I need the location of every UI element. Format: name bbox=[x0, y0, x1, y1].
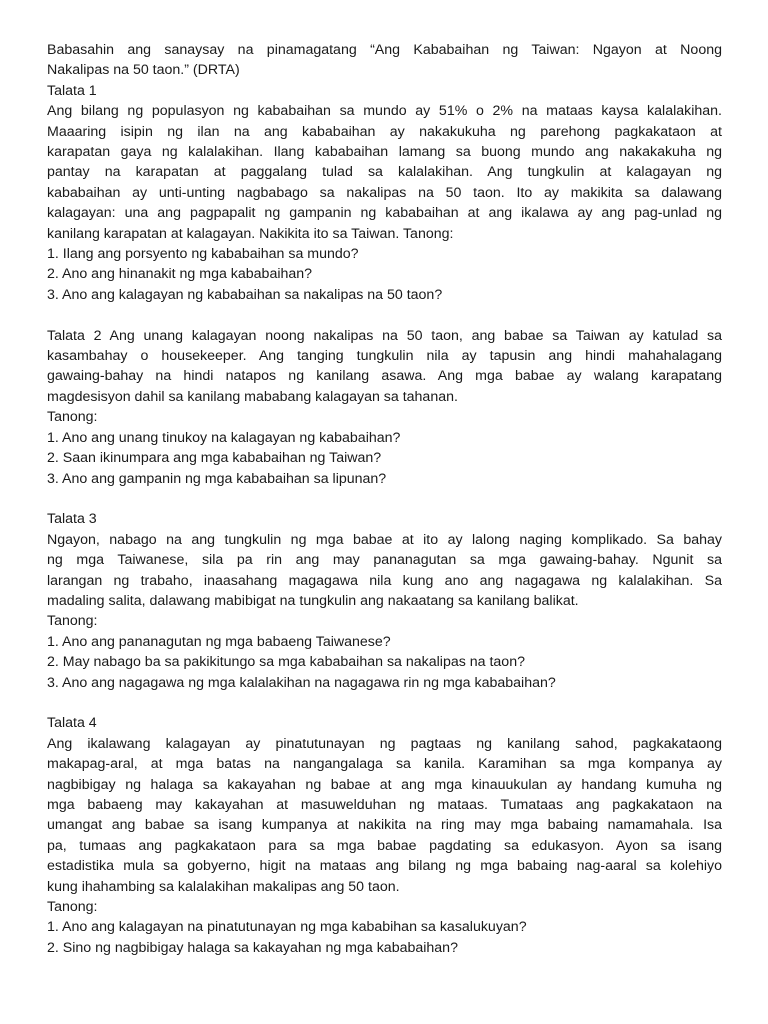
question-item: 3. Ano ang kalagayan ng kababaihan sa nakalipas na 50 taon? bbox=[47, 286, 443, 303]
question-item: 1. Ano ang unang tinukoy na kalagayan ng kababaihan? bbox=[47, 429, 401, 446]
paragraph-line: kung ihahambing sa kalalakihan makalipas ang 50 taon. bbox=[47, 878, 400, 895]
paragraph-line: estadistika mula sa gobyerno, higit na mataas ang bilang ng mga babaing nag-aaral sa kolehiyo bbox=[47, 858, 722, 875]
talata-4-questions bbox=[47, 917, 722, 958]
paragraph-line: pa, tumaas ang pagkakataon para sa mga babae pagdating sa edukasyon. Ayon sa isang bbox=[47, 837, 722, 854]
paragraph-line: larangan ng trabaho, inaasahang magagawa nila kung ano ang nagagawa ng kalalakihan. Sa bbox=[47, 572, 722, 589]
paragraph-line: madaling salita, dalawang mabibigat na tungkulin ang nakaatang sa kanilang balikat. bbox=[47, 592, 579, 609]
paragraph-line: kababaihan ay unti-unting nagbabago sa nakalipas na 50 taon. Ito ay makikita sa dalawang bbox=[47, 184, 722, 201]
tanong-label: Tanong: bbox=[47, 899, 98, 916]
talata-3-questions bbox=[47, 632, 722, 693]
intro-line-2: Nakalipas na 50 taon.” (DRTA) bbox=[47, 62, 240, 79]
paragraph-line: Talata 2 Ang unang kalagayan noong nakalipas na 50 taon, ang babae sa Taiwan ay katulad sa bbox=[47, 327, 722, 344]
talata-1-heading: Talata 1 bbox=[47, 82, 97, 99]
paragraph-line: Ngayon, nabago na ang tungkulin ng mga babae at ito ay lalong naging komplikado. Sa bahay bbox=[47, 531, 722, 548]
tanong-label: Tanong: bbox=[47, 613, 98, 630]
talata-2-questions bbox=[47, 428, 722, 489]
question-item: 2. Sino ng nagbibigay halaga sa kakayahan ng mga kababaihan? bbox=[47, 939, 458, 956]
spacer bbox=[47, 305, 722, 325]
paragraph-line: mga babaeng may kakayahan at masuwelduhan ng mataas. Tumataas ang pagkakataon na bbox=[47, 796, 722, 813]
intro bbox=[47, 40, 722, 81]
paragraph-line: kalagayan: una ang pagpapalit ng gampanin ng kababaihan at ang ikalawa ay ang pag-unlad ng bbox=[47, 205, 722, 222]
paragraph-line: kasambahay o housekeeper. Ang tanging tungkulin nila ay tapusin ang hindi mahahalagang bbox=[47, 348, 722, 365]
paragraph-line: ng mga Taiwanese, sila pa rin ang may pananagutan sa mga gawaing-bahay. Ngunit sa bbox=[47, 552, 722, 569]
paragraph-line: kanilang karapatan at kalagayan. Nakikita ito sa Taiwan. Tanong: bbox=[47, 225, 454, 242]
paragraph-line: magdesisyon dahil sa kanilang mababang kalagayan sa tahanan. bbox=[47, 388, 458, 405]
paragraph-line: pantay na karapatan at paggalang tulad sa kalalakihan. Ang tungkulin at kalagayan ng bbox=[47, 164, 722, 181]
talata-3-heading: Talata 3 bbox=[47, 511, 97, 528]
question-item: 1. Ano ang pananagutan ng mga babaeng Taiwanese? bbox=[47, 633, 391, 650]
talata-4-paragraph bbox=[47, 734, 722, 897]
paragraph-line: nagbibigay ng halaga sa kakayahan ng babae at ang mga kinauukulan ay handang kumuha ng bbox=[47, 776, 722, 793]
spacer bbox=[47, 489, 722, 509]
talata-4-heading: Talata 4 bbox=[47, 715, 97, 732]
talata-3 bbox=[47, 509, 722, 693]
paragraph-line: gawaing-bahay na hindi natapos ng kanilang asawa. Ang mga babae ay walang karapatang bbox=[47, 368, 722, 385]
talata-1 bbox=[47, 81, 722, 305]
question-item: 3. Ano ang nagagawa ng mga kalalakihan na nagagawa rin ng mga kababaihan? bbox=[47, 674, 556, 691]
talata-3-paragraph bbox=[47, 530, 722, 612]
talata-4 bbox=[47, 713, 722, 958]
paragraph-line: Ang ikalawang kalagayan ay pinatutunayan ng pagtaas ng kanilang sahod, pagkakataong bbox=[47, 735, 722, 752]
talata-2 bbox=[47, 326, 722, 489]
question-item: 2. Ano ang hinanakit ng mga kababaihan? bbox=[47, 266, 313, 283]
paragraph-line: Maaaring isipin ng ilan na ang kababaihan ay nakakukuha ng parehong pagkakataon at bbox=[47, 123, 722, 140]
paragraph-line: umangat ang babae sa isang kumpanya at nakikita na ring may mga babaing namamahala. Isa bbox=[47, 817, 722, 834]
document-body bbox=[47, 40, 722, 958]
talata-1-paragraph bbox=[47, 101, 722, 244]
question-item: 1. Ano ang kalagayan na pinatutunayan ng mga kababihan sa kasalukuyan? bbox=[47, 919, 527, 936]
spacer bbox=[47, 693, 722, 713]
paragraph-line: karapatan gaya ng kalalakihan. Ilang kababaihan lamang sa buong mundo ang nakakakuha ng bbox=[47, 144, 722, 161]
intro-line-1: Babasahin ang sanaysay na pinamagatang “Ang Kababaihan ng Taiwan: Ngayon at Noong bbox=[47, 42, 722, 58]
question-item: 2. May nabago ba sa pakikitungo sa mga kababaihan sa nakalipas na taon? bbox=[47, 654, 525, 671]
paragraph-line: Ang bilang ng populasyon ng kababaihan sa mundo ay 51% o 2% na mataas kaysa kalalakihan. bbox=[47, 103, 722, 120]
talata-2-paragraph bbox=[47, 326, 722, 408]
question-item: 3. Ano ang gampanin ng mga kababaihan sa lipunan? bbox=[47, 470, 387, 487]
question-item: 1. Ilang ang porsyento ng kababaihan sa mundo? bbox=[47, 246, 359, 263]
question-item: 2. Saan ikinumpara ang mga kababaihan ng Taiwan? bbox=[47, 450, 382, 467]
talata-1-questions bbox=[47, 244, 722, 305]
paragraph-line: makapag-aral, at mga batas na nangangalaga sa kanila. Karamihan sa mga kompanya ay bbox=[47, 756, 722, 773]
tanong-label: Tanong: bbox=[47, 409, 98, 426]
